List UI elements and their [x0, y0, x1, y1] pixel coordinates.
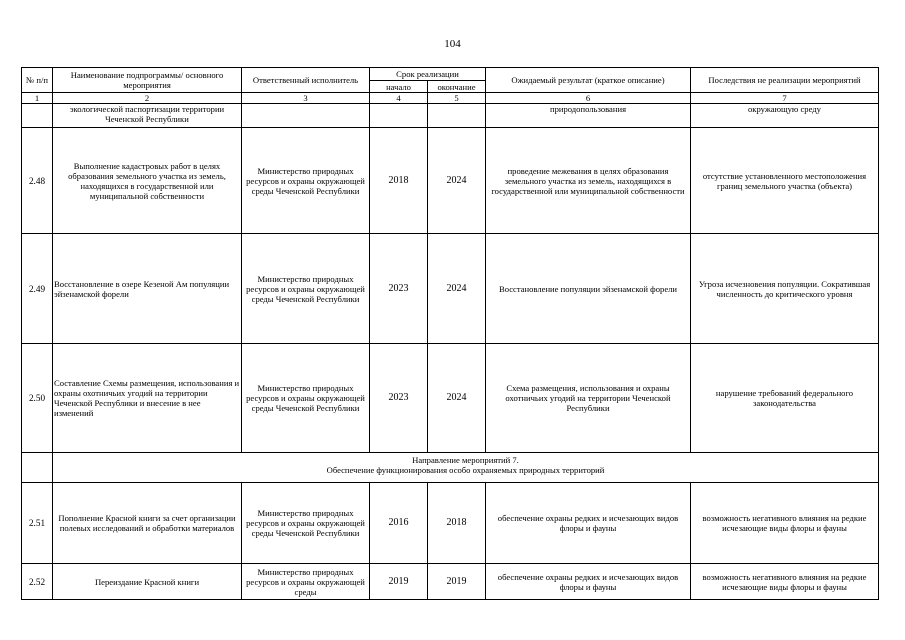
row-end: 2024: [428, 344, 486, 453]
row-end: 2024: [428, 128, 486, 234]
row-executor: Министерство природных ресурсов и охраны окружающей среды Чеченской Республики: [242, 483, 370, 564]
cont-num: [22, 104, 53, 128]
measures-table: [21, 67, 879, 600]
row-consequences: отсутствие установленного местоположения границ земельного участка (объекта): [691, 128, 879, 234]
row-num: 2.48: [22, 128, 53, 234]
row-name: Переиздание Красной книги: [53, 564, 242, 600]
header-num: № п/п: [22, 68, 53, 93]
column-numbers-row: [22, 93, 879, 104]
row-executor: Министерство природных ресурсов и охраны окружающей среды Чеченской Республики: [242, 128, 370, 234]
colnum-1: 1: [22, 93, 53, 104]
table-row: [22, 564, 879, 600]
row-result: обеспечение охраны редких и исчезающих видов флоры и фауны: [486, 564, 691, 600]
table-row: [22, 128, 879, 234]
header-name: Наименование подпрограммы/ основного мероприятия: [53, 68, 242, 93]
row-name: Восстановление в озере Кезеной Ам популяции эйзенамской форели: [53, 234, 242, 344]
table-row: [22, 483, 879, 564]
colnum-4: 4: [370, 93, 428, 104]
row-num: 2.49: [22, 234, 53, 344]
row-start: 2023: [370, 344, 428, 453]
row-result: обеспечение охраны редких и исчезающих видов флоры и фауны: [486, 483, 691, 564]
page-number: 104: [444, 38, 461, 50]
header-end: окончание: [428, 81, 486, 93]
row-start: 2019: [370, 564, 428, 600]
row-executor: Министерство природных ресурсов и охраны окружающей среды: [242, 564, 370, 600]
row-start: 2023: [370, 234, 428, 344]
row-num: 2.52: [22, 564, 53, 600]
row-consequences: нарушение требований федерального законодательства: [691, 344, 879, 453]
row-consequences: возможность негативного влияния на редкие исчезающие виды флоры и фауны: [691, 564, 879, 600]
row-name: Выполнение кадастровых работ в целях образования земельного участка из земель, находящихся в государственной или муниципальной собственности: [53, 128, 242, 234]
cont-consequences: окружающую среду: [691, 104, 879, 128]
row-consequences: Угроза исчезновения популяции. Сократившая численность до критического уровня: [691, 234, 879, 344]
colnum-2: 2: [53, 93, 242, 104]
row-end: 2024: [428, 234, 486, 344]
table-row: [22, 234, 879, 344]
row-end: 2019: [428, 564, 486, 600]
header-row: [22, 68, 879, 81]
row-result: Восстановление популяции эйзенамской форели: [486, 234, 691, 344]
row-name: Составление Схемы размещения, использования и охраны охотничьих угодий на территории Чеченской Республики и внесение в нее изменений: [53, 344, 242, 453]
colnum-3: 3: [242, 93, 370, 104]
header-executor: Ответственный исполнитель: [242, 68, 370, 93]
cont-result: природопользования: [486, 104, 691, 128]
header-start: начало: [370, 81, 428, 93]
direction-num: [22, 453, 53, 483]
cont-executor: [242, 104, 370, 128]
colnum-6: 6: [486, 93, 691, 104]
direction-line1: Направление мероприятий 7.: [412, 455, 519, 465]
table-row: [22, 344, 879, 453]
header-period: Срок реализации: [370, 68, 486, 81]
colnum-7: 7: [691, 93, 879, 104]
row-name: Пополнение Красной книги за счет организации полевых исследований и обработки материалов: [53, 483, 242, 564]
row-result: проведение межевания в целях образования земельного участка из земель, находящихся в государственной или муниципальной собственности: [486, 128, 691, 234]
header-consequences: Последствия не реализации мероприятий: [691, 68, 879, 93]
row-end: 2018: [428, 483, 486, 564]
row-consequences: возможность негативного влияния на редкие исчезающие виды флоры и фауны: [691, 483, 879, 564]
row-num: 2.50: [22, 344, 53, 453]
direction-line2: Обеспечение функционирования особо охраняемых природных территорий: [326, 465, 605, 475]
row-executor: Министерство природных ресурсов и охраны окружающей среды Чеченской Республики: [242, 344, 370, 453]
row-num: 2.51: [22, 483, 53, 564]
direction-title: [53, 453, 879, 483]
direction-row: [22, 453, 879, 483]
row-result: Схема размещения, использования и охраны охотничьих угодий на территории Чеченской Республики: [486, 344, 691, 453]
colnum-5: 5: [428, 93, 486, 104]
row-start: 2018: [370, 128, 428, 234]
cont-end: [428, 104, 486, 128]
cont-name: экологической паспортизации территории Чеченской Республики: [53, 104, 242, 128]
header-result: Ожидаемый результат (краткое описание): [486, 68, 691, 93]
continuation-row: [22, 104, 879, 128]
cont-start: [370, 104, 428, 128]
row-executor: Министерство природных ресурсов и охраны окружающей среды Чеченской Республики: [242, 234, 370, 344]
row-start: 2016: [370, 483, 428, 564]
